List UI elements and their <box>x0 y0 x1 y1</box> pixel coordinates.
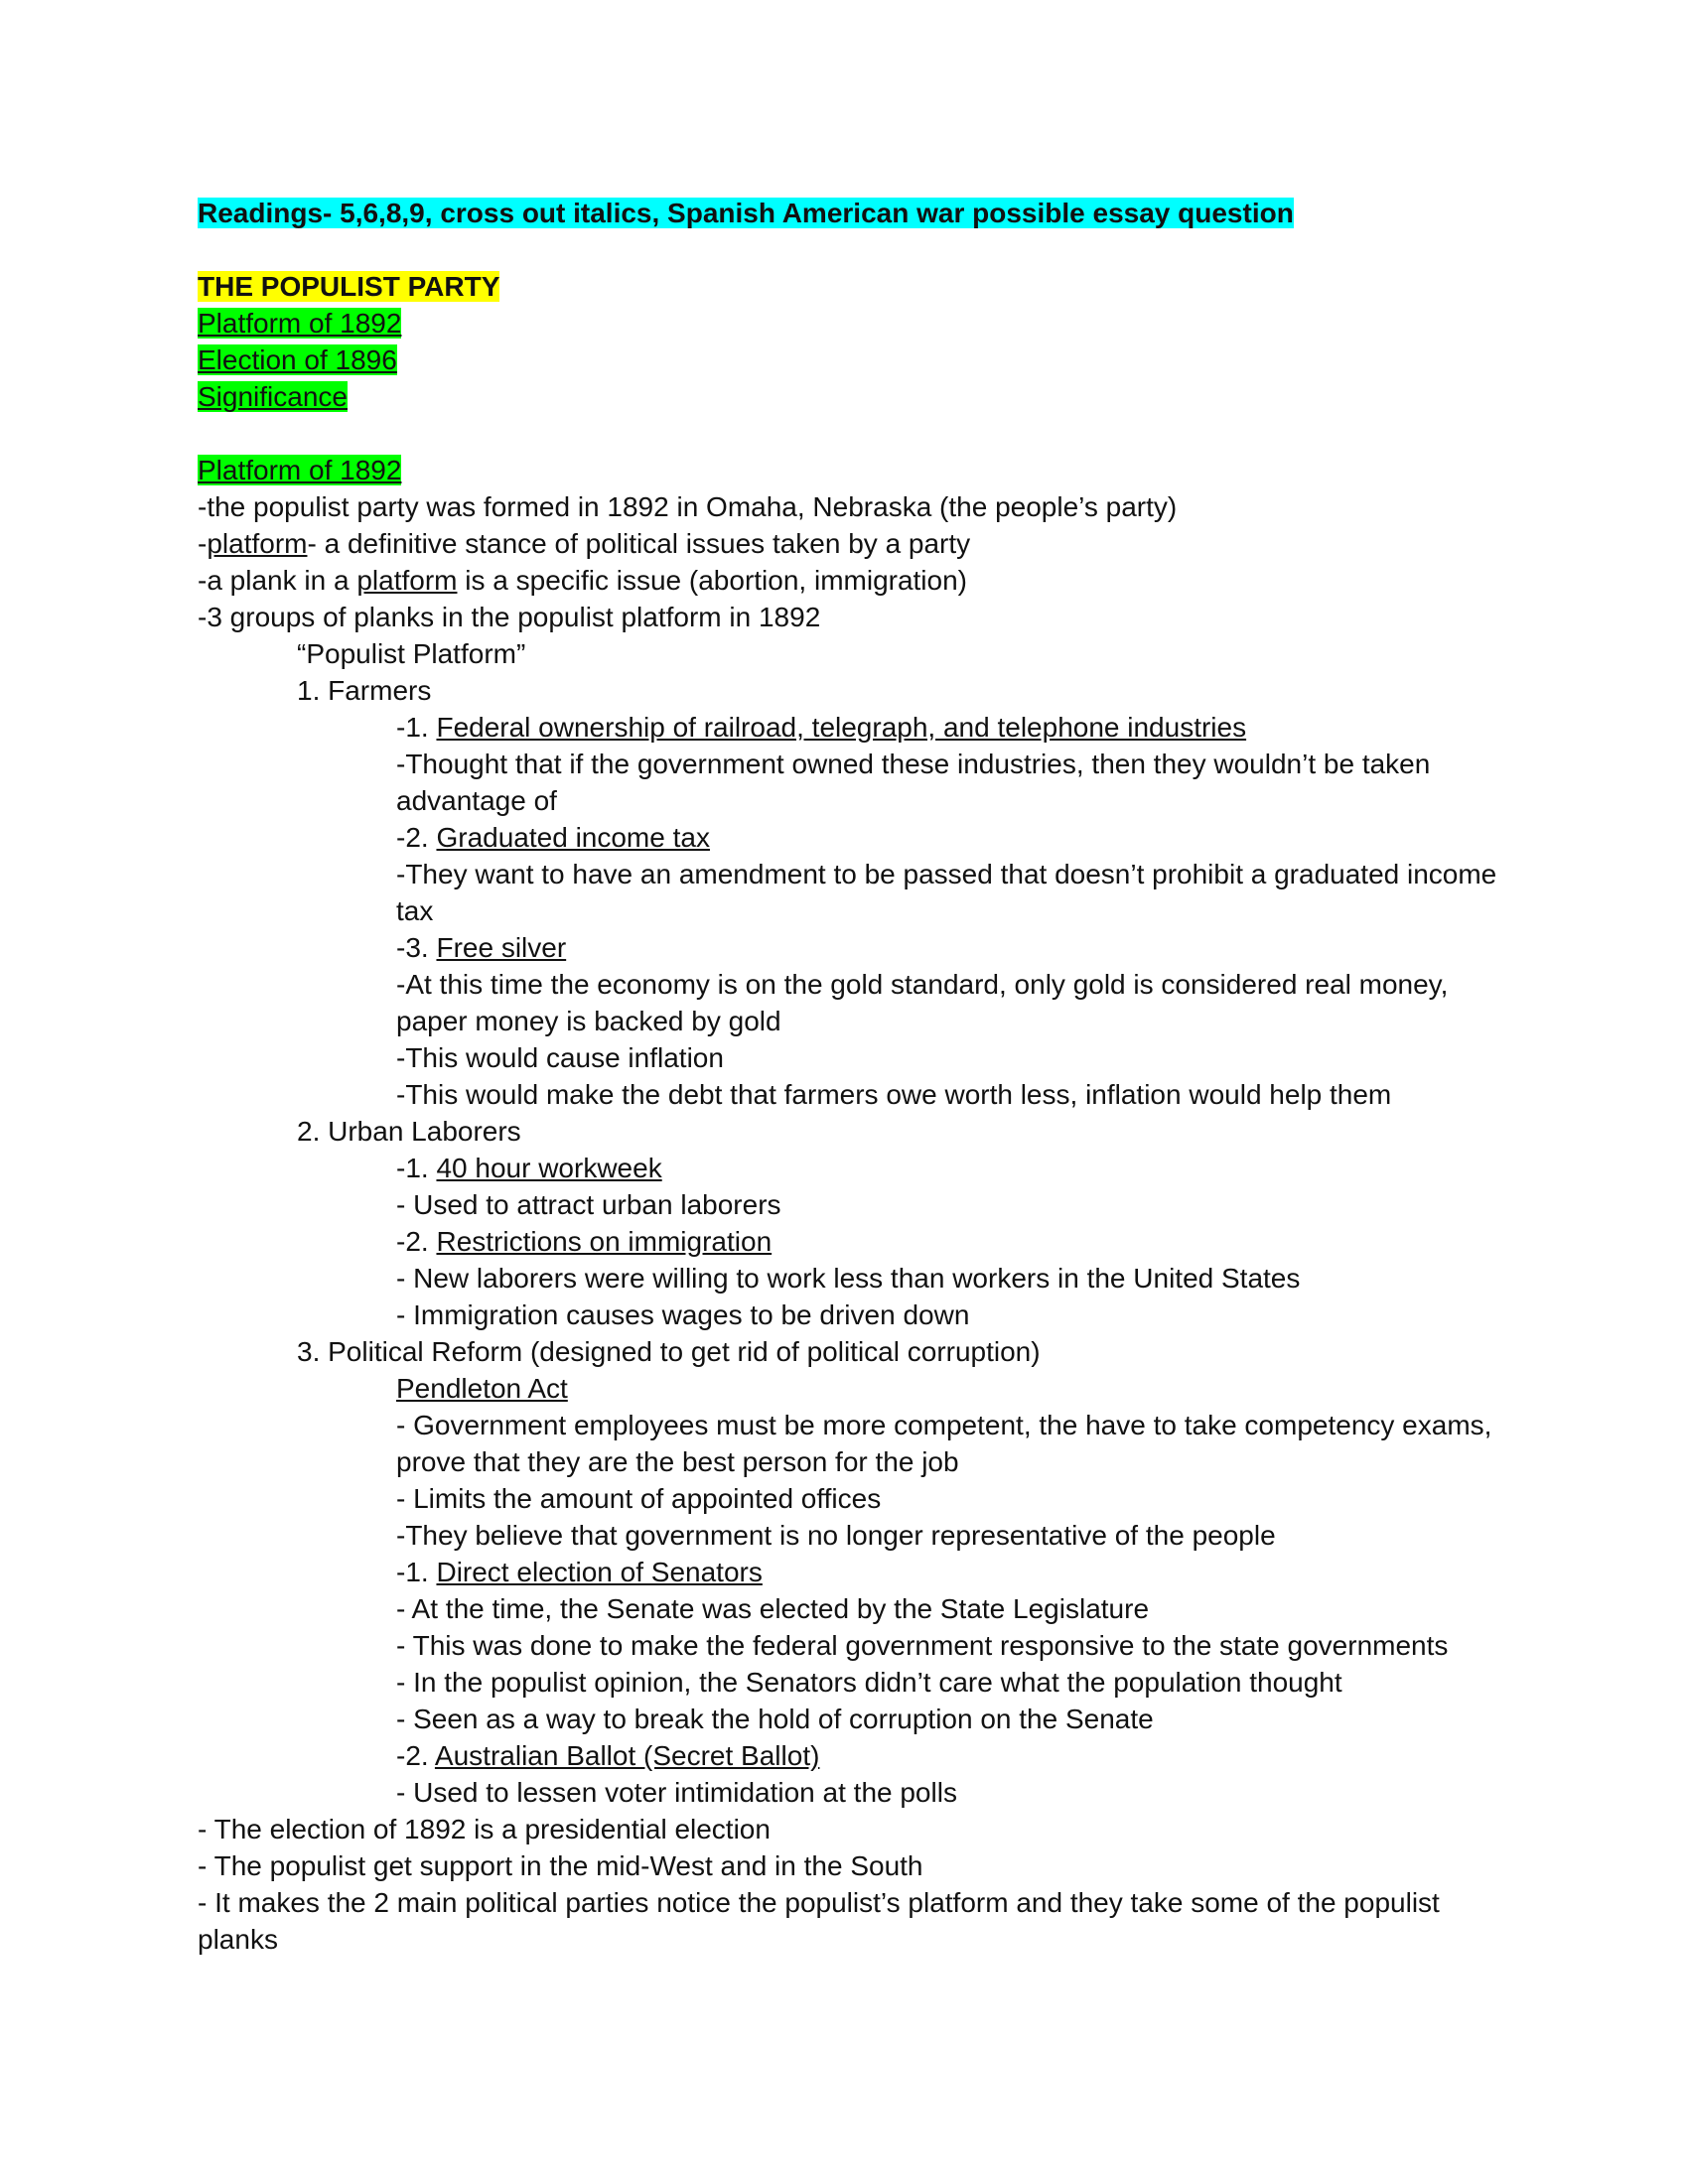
plank-note: - Used to lessen voter intimidation at the polls <box>396 1777 957 1808</box>
term-platform: platform <box>356 565 458 596</box>
outline-item-platform: Platform of 1892 <box>198 308 402 339</box>
plank-note: -At this time the economy is on the gold standard, only gold is considered real money, paper money is backed by gold <box>396 969 1449 1036</box>
closing-line: - It makes the 2 main political parties notice the populist’s platform and they take some of the populist planks <box>198 1887 1440 1955</box>
plank-note: -They believe that government is no longer representative of the people <box>396 1520 1276 1551</box>
plank-item: -1. Federal ownership of railroad, telegraph, and telephone industries <box>396 712 1247 743</box>
plank-note: - Used to attract urban laborers <box>396 1189 781 1220</box>
plank-note: -Thought that if the government owned these industries, then they wouldn’t be taken advantage of <box>396 749 1431 816</box>
group-heading-urban: 2. Urban Laborers <box>297 1116 521 1147</box>
notes-body <box>198 195 1508 1958</box>
plank-note: - At the time, the Senate was elected by the State Legislature <box>396 1593 1150 1624</box>
group-heading-farmers: 1. Farmers <box>297 675 432 706</box>
group-heading-reform: 3. Political Reform (designed to get rid of political corruption) <box>297 1336 1041 1367</box>
plank-note: -This would cause inflation <box>396 1042 724 1073</box>
closing-line: - The election of 1892 is a presidential election <box>198 1814 771 1844</box>
page-title: THE POPULIST PARTY <box>198 271 500 302</box>
plank-item: -3. Free silver <box>396 932 567 963</box>
plank-note: - Limits the amount of appointed offices <box>396 1483 882 1514</box>
plank-note: -They want to have an amendment to be passed that doesn’t prohibit a graduated income tax <box>396 859 1497 926</box>
readings-note: Readings- 5,6,8,9, cross out italics, Spanish American war possible essay question <box>198 198 1294 228</box>
plank-item: Pendleton Act <box>396 1373 568 1404</box>
plank-item: -2. Restrictions on immigration <box>396 1226 773 1257</box>
outline-item-significance: Significance <box>198 381 348 412</box>
plank-note: -This would make the debt that farmers owe worth less, inflation would help them <box>396 1079 1392 1110</box>
term-platform: platform <box>207 528 308 559</box>
closing-line: - The populist get support in the mid-West and in the South <box>198 1850 923 1881</box>
plank-item: -2. Australian Ballot (Secret Ballot) <box>396 1740 820 1771</box>
plank-note: - New laborers were willing to work less than workers in the United States <box>396 1263 1301 1294</box>
plank-item: -2. Graduated income tax <box>396 822 710 853</box>
plank-note: - This was done to make the federal government responsive to the state governments <box>396 1630 1449 1661</box>
section-heading: Platform of 1892 <box>198 455 402 485</box>
plank-note: - In the populist opinion, the Senators didn’t care what the population thought <box>396 1667 1342 1698</box>
plank-note: - Seen as a way to break the hold of corruption on the Senate <box>396 1704 1154 1734</box>
subheading-quote: “Populist Platform” <box>297 638 526 669</box>
plank-note: - Immigration causes wages to be driven down <box>396 1299 970 1330</box>
note-line: -a plank in a platform is a specific issue (abortion, immigration) <box>198 565 967 596</box>
plank-note: - Government employees must be more competent, the have to take competency exams, prove that they are the best person for the job <box>396 1410 1492 1477</box>
note-line: -3 groups of planks in the populist platform in 1892 <box>198 602 821 632</box>
plank-item: -1. Direct election of Senators <box>396 1557 763 1587</box>
note-line: -platform- a definitive stance of political issues taken by a party <box>198 528 971 559</box>
outline-item-election: Election of 1896 <box>198 344 397 375</box>
note-line: -the populist party was formed in 1892 in Omaha, Nebraska (the people’s party) <box>198 491 1178 522</box>
plank-item: -1. 40 hour workweek <box>396 1153 662 1183</box>
